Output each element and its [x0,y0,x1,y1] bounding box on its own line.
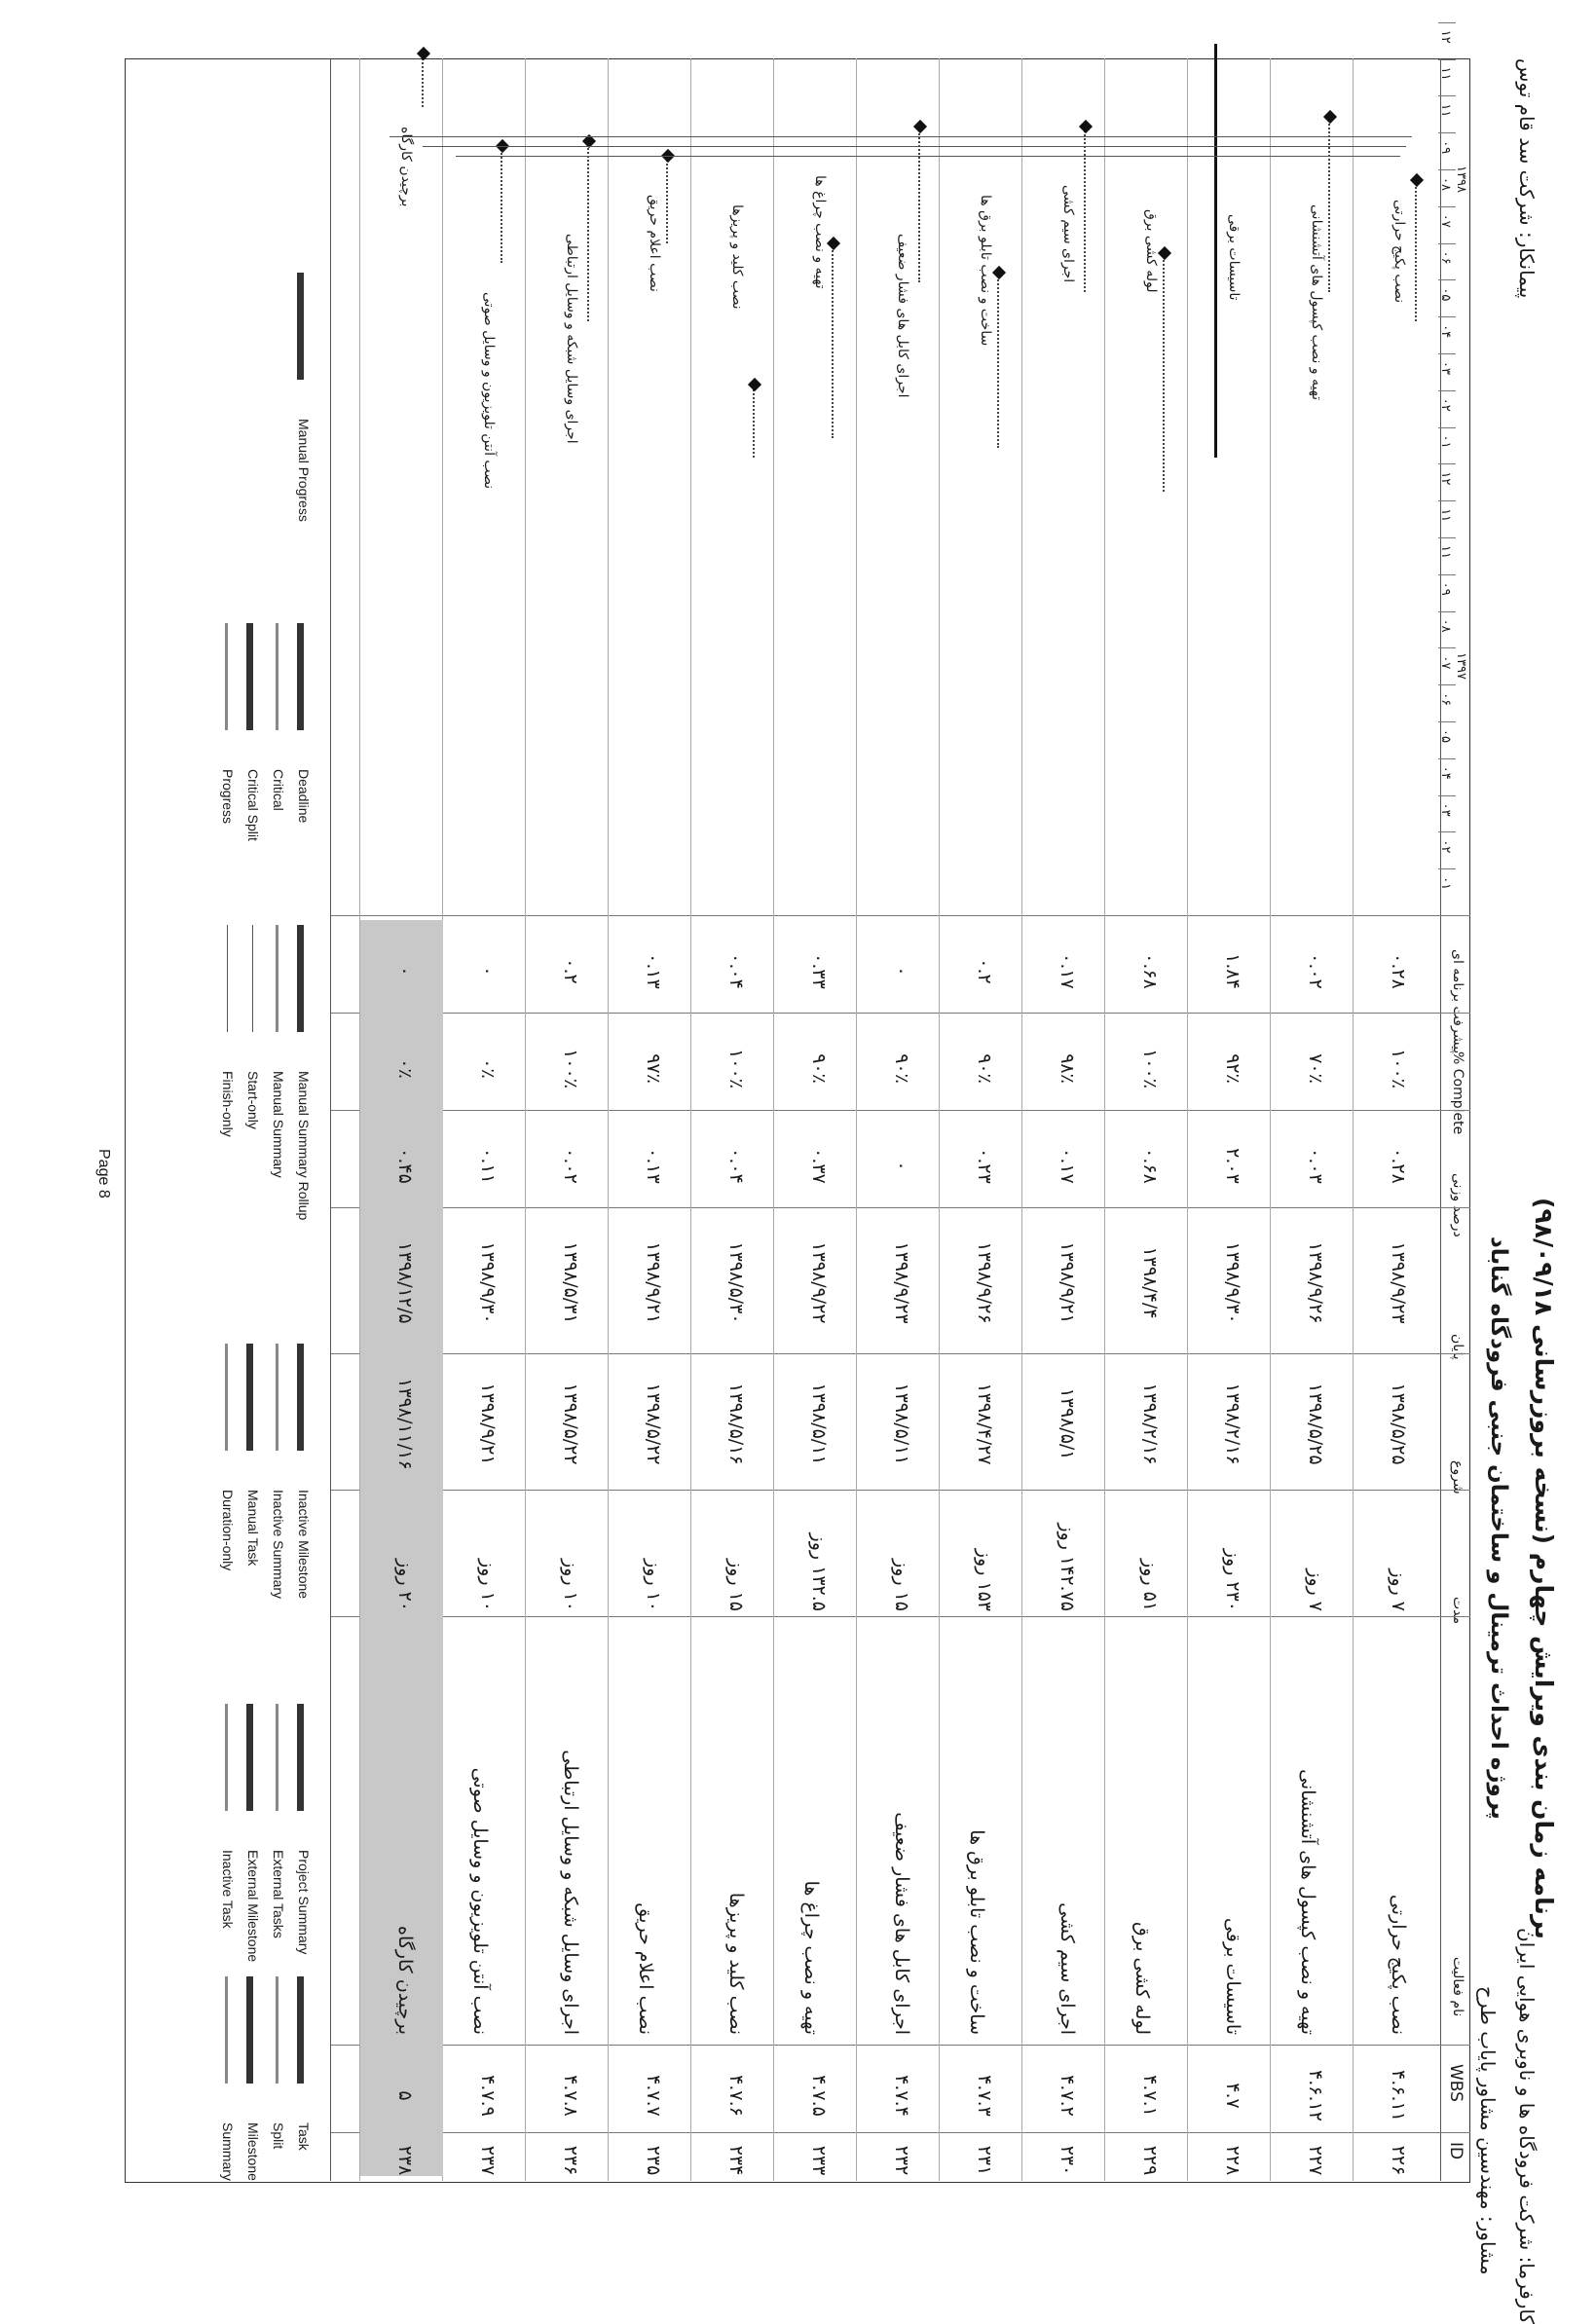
cell-id: ۲۲۷ [1305,2145,1326,2176]
cell-progress: ۰.۱۷ [1057,953,1078,989]
gantt-bar-label: برچیدن کارگاه [398,127,414,207]
page-number: Page 8 [95,1149,112,1199]
timescale-tick [1438,500,1456,501]
timescale-month: ۰۱ [1438,876,1453,891]
cell-start: ۱۳۹۸/۹/۲۱ [477,1383,499,1465]
cell-name: نصب پکیج حرارتی [1388,1894,1409,2035]
cell-wbs: ۴.۷.۶ [725,2075,747,2117]
timescale-month: ۰۷ [1438,213,1453,228]
cell-finish: ۱۳۹۸/۴/۴ [1139,1246,1161,1319]
timescale-tick [1438,206,1456,207]
cell-start: ۱۳۹۸/۵/۲۵ [1388,1383,1409,1465]
cell-duration: ۱۴۲.۷۵ روز [1057,1523,1078,1611]
gantt-bar-label: اجرای وسایل شبکه و وسایل ارتباطی [564,234,579,444]
legend-swatch [276,1344,278,1451]
cell-id: ۲۳۵ [643,2145,664,2176]
cell-duration: ۲۰ روز [394,1559,416,1611]
timescale-month: ۰۸ [1438,618,1453,633]
timescale-month: ۱۱ [1438,103,1453,118]
legend-swatch [224,925,228,1032]
cell-start: ۱۳۹۸/۵/۲۲ [560,1383,581,1465]
timescale-tick [1438,537,1456,538]
cell-id: ۲۳۶ [560,2145,581,2176]
cell-weight: ۰.۰۳ [1305,1148,1326,1184]
gantt-bar-label: نصب پکیج حرارتی [1391,200,1407,304]
legend-swatch [297,1704,304,1811]
gantt-task-bar[interactable] [666,156,668,243]
cell-weight: ۰ [891,1161,912,1171]
row-divider [359,58,360,2181]
cell-duration: ۵۱ روز [1139,1559,1161,1611]
legend-item: Duration-only [220,1490,236,1571]
legend-swatch [246,623,253,730]
cell-weight: ۲.۰۳ [1222,1148,1243,1184]
contractor-label: پیمانکار: شرکت سد قام توس [1515,58,1539,299]
timescale-year: ۱۳۹۸ [1454,166,1468,193]
cell-weight: ۰.۲۳ [974,1148,995,1184]
timescale-month: ۱۱ [1438,508,1453,523]
timescale-month: ۰۵ [1438,287,1453,302]
cell-start: ۱۳۹۸/۵/۱۱ [808,1383,830,1465]
legend-item: Start-only [245,1071,261,1129]
cell-name: برچیدن کارگاه [394,1925,416,2035]
col-complete-header: % Complete [1450,1051,1465,1135]
timescale-month: ۰۴ [1438,765,1453,780]
cell-progress: ۱.۸۴ [1222,953,1243,989]
timescale-tick [1438,684,1456,685]
cell-finish: ۱۳۹۸/۹/۲۱ [1057,1241,1078,1324]
gantt-task-bar[interactable] [753,385,755,458]
cell-duration: ۱۵ روز [725,1559,747,1611]
timescale-month: ۱۱ [1438,545,1453,559]
legend-item: External Tasks [271,1850,286,1938]
timescale-month: ۰۶ [1438,692,1453,707]
cell-finish: ۱۳۹۸/۹/۲۳ [891,1241,912,1324]
cell-finish: ۱۳۹۸/۵/۳۱ [560,1241,581,1324]
legend-swatch [225,1704,228,1811]
timescale-month: ۱۲ [1438,29,1453,44]
cell-wbs: ۴.۷.۷ [643,2075,664,2117]
cell-wbs: ۴.۷ [1222,2083,1243,2109]
col-finish-header: پایان [1450,1334,1465,1360]
cell-finish: ۱۳۹۸/۱۲/۵ [394,1241,416,1324]
legend-item: Inactive Task [220,1850,236,1929]
cell-progress: ۰ [891,966,912,977]
legend-item: Manual Task [245,1490,261,1567]
cell-complete: ۹۷٪ [643,1053,664,1084]
cell-wbs: ۴.۷.۸ [560,2075,581,2117]
cell-name: نصب آنتن تلویزیون و وسایل صوتی [469,1767,491,2035]
cell-id: ۲۳۷ [477,2145,499,2176]
cell-start: ۱۳۹۸/۲/۱۶ [1222,1383,1243,1465]
cell-start: ۱۳۹۸/۵/۱۱ [891,1383,912,1465]
cell-id: ۲۲۹ [1139,2145,1161,2176]
consultant-label: مشاور: مهندسین مشاور پایاب طرح [1476,1986,1500,2275]
timescale-month: ۰۲ [1438,839,1453,854]
gantt-task-bar[interactable] [1415,180,1417,321]
legend-item: Task [296,2122,312,2151]
cell-name: ساخت و نصب تابلو برق ها [966,1829,987,2035]
cell-wbs: ۴.۷.۹ [477,2075,499,2117]
cell-id: ۲۳۲ [891,2145,912,2176]
timescale-tick [1438,279,1456,280]
timescale-tick [1438,390,1456,391]
cell-finish: ۱۳۹۸/۹/۲۶ [1305,1241,1326,1324]
timescale-month: ۰۳ [1438,361,1453,375]
cell-complete: ۹۸٪ [1057,1053,1078,1084]
timescale-month: ۰۹ [1438,140,1453,155]
timescale-tick [1438,59,1456,60]
legend-item: Project Summary [296,1850,312,1955]
header-divider [1440,58,1441,2181]
cell-name: لوله کشی برق [1131,1921,1153,2035]
timescale-month: ۰۶ [1438,250,1453,265]
cell-id: ۲۳۰ [1057,2145,1078,2176]
col-wbs-header: WBS [1446,2064,1465,2102]
cell-finish: ۱۳۹۸/۹/۳۰ [477,1241,499,1324]
cell-progress: ۰.۱۳ [643,953,664,989]
cell-name: اجرای کابل های فشار ضعیف [891,1812,912,2035]
legend-swatch [297,1344,304,1451]
cell-weight: ۰.۰۲ [560,1148,581,1184]
cell-wbs: ۴.۷.۳ [974,2075,995,2117]
cell-id: ۲۳۱ [974,2145,995,2176]
cell-weight: ۰.۱۱ [477,1148,499,1184]
legend-swatch [276,1704,278,1811]
timescale-month: ۰۲ [1438,397,1453,412]
cell-complete: ۹۰٪ [891,1053,912,1084]
timescale-tick [1438,316,1456,317]
cell-duration: ۱۵ روز [891,1559,912,1611]
cell-id: ۲۳۳ [808,2145,830,2176]
timescale-month: ۰۵ [1438,729,1453,743]
cell-wbs: ۴.۷.۵ [808,2075,830,2117]
cell-wbs: ۴.۷.۲ [1057,2075,1078,2117]
cell-duration: ۱۰ روز [560,1559,581,1611]
cell-complete: ۱۰۰٪ [725,1049,747,1088]
cell-name: تاسیسات برقی [1222,1917,1243,2035]
col-id-header: ID [1446,2142,1465,2160]
col-start-header: شروع [1450,1460,1465,1494]
legend-item: Manual Progress [296,419,312,522]
cell-finish: ۱۳۹۸/۹/۳۰ [1222,1241,1243,1324]
cell-duration: ۱۰ روز [643,1559,664,1611]
legend-item: Critical Split [245,769,261,841]
cell-wbs: ۵ [394,2090,416,2101]
cell-wbs: ۴.۷.۴ [891,2075,912,2117]
cell-complete: ۰٪ [477,1058,499,1079]
cell-id: ۲۲۶ [1388,2145,1409,2176]
legend-item: Finish-only [220,1071,236,1137]
cell-complete: ۹۲٪ [1222,1053,1243,1084]
timescale-month: ۱۱ [1438,66,1453,81]
cell-weight: ۰.۱۷ [1057,1148,1078,1184]
cell-complete: ۱۰۰٪ [560,1049,581,1088]
gantt-task-bar[interactable] [1163,253,1165,492]
col-name-header: نام فعالیت [1450,1957,1465,2017]
cell-progress: ۰.۰۲ [1305,953,1326,989]
timescale-month: ۱۲ [1438,471,1453,486]
cell-progress: ۰.۰۴ [725,953,747,989]
legend-item: Inactive Summary [271,1490,286,1600]
timescale-tick [1438,795,1456,796]
legend-swatch [297,925,304,1032]
timescale-tick [1438,353,1456,354]
cell-complete: ۱۰۰٪ [1139,1049,1161,1088]
cell-start: ۱۳۹۸/۴/۲۷ [974,1383,995,1465]
cell-progress: ۰.۲ [560,958,581,984]
cell-finish: ۱۳۹۸/۵/۳۰ [725,1241,747,1324]
gantt-bar-label: لوله کشی برق [1143,209,1159,293]
cell-weight: ۰.۱۳ [643,1148,664,1184]
timescale-tick [1438,463,1456,464]
gantt-task-bar[interactable] [832,243,834,438]
timescale-month: ۰۷ [1438,655,1453,670]
cell-duration: ۷ روز [1388,1568,1409,1611]
legend-swatch [246,1704,253,1811]
cell-start: ۱۳۹۸/۱۱/۱۶ [394,1378,416,1470]
legend-swatch [245,925,253,1032]
cell-start: ۱۳۹۸/۵/۱ [1057,1387,1078,1460]
legend-swatch [276,623,278,730]
timescale-month: ۰۹ [1438,581,1453,596]
cell-start: ۱۳۹۸/۵/۲۵ [1305,1383,1326,1465]
cell-progress: ۰ [394,966,416,977]
cell-duration: ۲۳۰ روز [1222,1548,1243,1611]
legend-swatch [297,623,304,730]
cell-progress: ۰.۳۳ [808,953,830,989]
cell-complete: ۱۰۰٪ [1388,1049,1409,1088]
gantt-task-bar[interactable] [1084,127,1086,292]
cell-id: ۲۳۸ [394,2145,416,2176]
col-duration-header: مدت [1450,1597,1465,1625]
timescale-tick [1438,611,1456,612]
legend-item: Split [271,2122,286,2150]
gantt-bar-label: نصب کلید و پریزها [729,204,745,310]
gantt-report-page [2,0,1595,2324]
cell-name: اجرای وسایل شبکه و وسایل ارتباطی [560,1750,581,2035]
cell-wbs: ۴.۶.۱۲ [1305,2070,1326,2121]
gantt-bar-label: اجرای کابل های فشار ضعیف [895,234,910,398]
report-title: برنامه زمان بندی ویرایش چهارم (نسخه بروزرسانی ۹۸/۰۹/۱۸) [1530,1198,1558,1939]
timescale-tick [1438,647,1456,648]
gantt-bar-label: ساخت و نصب تابلو برق ها [978,195,993,347]
legend-item: Deadline [296,769,312,824]
gantt-task-bar[interactable] [501,146,502,263]
legend-swatch [246,1344,253,1451]
cell-weight: ۰.۳۷ [808,1148,830,1184]
legend-item: Summary [220,2122,236,2181]
cell-finish: ۱۳۹۸/۹/۲۳ [1388,1241,1409,1324]
cell-start: ۱۳۹۸/۵/۱۶ [725,1383,747,1465]
cell-finish: ۱۳۹۸/۹/۲۶ [974,1241,995,1324]
legend-item: Manual Summary [271,1071,286,1178]
cell-name: نصب کلید و پریزها [725,1892,747,2035]
cell-weight: ۰.۴۵ [394,1148,416,1184]
cell-progress: ۰ [477,966,499,977]
timescale-month: ۰۳ [1438,802,1453,817]
gantt-task-bar[interactable] [1328,117,1330,292]
timescale-tick [1438,132,1456,133]
cell-finish: ۱۳۹۸/۹/۲۱ [643,1241,664,1324]
legend-swatch [297,273,304,380]
cell-name: تهیه و نصب کپسول های آتشنشانی [1297,1769,1318,2035]
employer-label: کارفرما: شرکت فرودگاه ها و ناوبری هوایی ایران [1515,1928,1539,2324]
cell-complete: ۹۰٪ [808,1053,830,1084]
cell-start: ۱۳۹۸/۵/۲۲ [643,1383,664,1465]
cell-progress: ۰.۲ [974,958,995,984]
gantt-task-bar[interactable] [587,141,589,321]
cell-wbs: ۴.۶.۱۱ [1388,2070,1409,2121]
legend-item: External Milestone [245,1850,261,1963]
report-subtitle: پروژه احداث ترمینال و ساختمان جنبی فرودگاه گناباد [1486,1236,1511,1820]
timescale-tick [1438,243,1456,244]
timescale-tick [1438,758,1456,759]
cell-duration: ۱۳۲.۵ روز [808,1532,830,1611]
timescale-tick [1438,831,1456,832]
gantt-task-bar[interactable] [997,273,999,448]
timescale-month: ۰۴ [1438,324,1453,339]
gantt-task-bar[interactable] [918,127,920,282]
dependency-line [389,136,1412,137]
cell-duration: ۱۰ روز [477,1559,499,1611]
timescale-tick [1438,169,1456,170]
legend-swatch [297,1976,304,2084]
legend-swatch [225,1344,228,1451]
gantt-bar-label: تهیه و نصب کپسول های آتشنشانی [1309,204,1324,401]
cell-name: نصب اعلام حریق [635,1902,656,2035]
gantt-task-bar[interactable] [422,54,424,107]
timescale-tick [1438,22,1456,23]
cell-complete: ۹۰٪ [974,1053,995,1084]
legend-swatch [225,1976,228,2084]
legend-item: Inactive Milestone [296,1490,312,1600]
timescale-tick [1438,868,1456,869]
cell-duration: ۷ روز [1305,1568,1326,1611]
legend-swatch [225,623,228,730]
cell-start: ۱۳۹۸/۲/۱۶ [1139,1383,1161,1465]
col-progress-header: پیشرفت برنامه ای [1450,949,1465,1054]
cell-id: ۲۲۸ [1222,2145,1243,2176]
cell-duration: ۱۵۳ روز [974,1548,995,1611]
cell-progress: ۰.۶۸ [1139,953,1161,989]
cell-weight: ۰.۶۸ [1139,1148,1161,1184]
cell-progress: ۰.۲۸ [1388,953,1409,989]
timescale-month: ۰۸ [1438,177,1453,191]
legend-item: Critical [271,769,286,811]
gantt-bar-label: اجرای سیم کشی [1060,185,1076,283]
gantt-bar-label: نصب اعلام حریق [647,195,662,292]
cell-name: تهیه و نصب چراغ ها [800,1880,822,2035]
timescale-tick [1438,574,1456,575]
timescale-tick [1438,95,1456,96]
cell-finish: ۱۳۹۸/۹/۲۲ [808,1241,830,1324]
cell-id: ۲۳۴ [725,2145,747,2176]
cell-name: اجرای سیم کشی [1057,1902,1078,2035]
gantt-bar-label: تاسیسات برقی [1226,214,1242,301]
cell-complete: ۰٪ [394,1058,416,1079]
gantt-bar-label: نصب آنتن تلویزیون و وسایل صوتی [481,292,497,490]
gantt-bar-label: تهیه و نصب چراغ ها [812,175,828,289]
gantt-area-divider [331,915,1470,916]
cell-weight: ۰.۲۸ [1388,1148,1409,1184]
timescale-month: ۰۱ [1438,434,1453,449]
legend-swatch [246,1976,253,2084]
legend-swatch [276,925,278,1032]
legend-item: Progress [220,769,236,825]
cell-wbs: ۴.۷.۱ [1139,2075,1161,2117]
legend-divider [330,58,331,2181]
gantt-summary-bar[interactable] [1214,44,1217,458]
dependency-line [456,156,1400,157]
col-weight-header: درصد وزنی [1450,1173,1465,1237]
legend-item: Manual Summary Rollup [296,1071,312,1221]
dependency-line [423,146,1406,147]
cell-complete: ۷۰٪ [1305,1053,1326,1084]
timescale-tick [1438,721,1456,722]
legend-item: Milestone [245,2122,261,2181]
cell-weight: ۰.۰۴ [725,1148,747,1184]
timescale-year: ۱۳۹۷ [1454,652,1468,680]
timescale-tick [1438,427,1456,428]
legend-swatch [276,1976,278,2084]
